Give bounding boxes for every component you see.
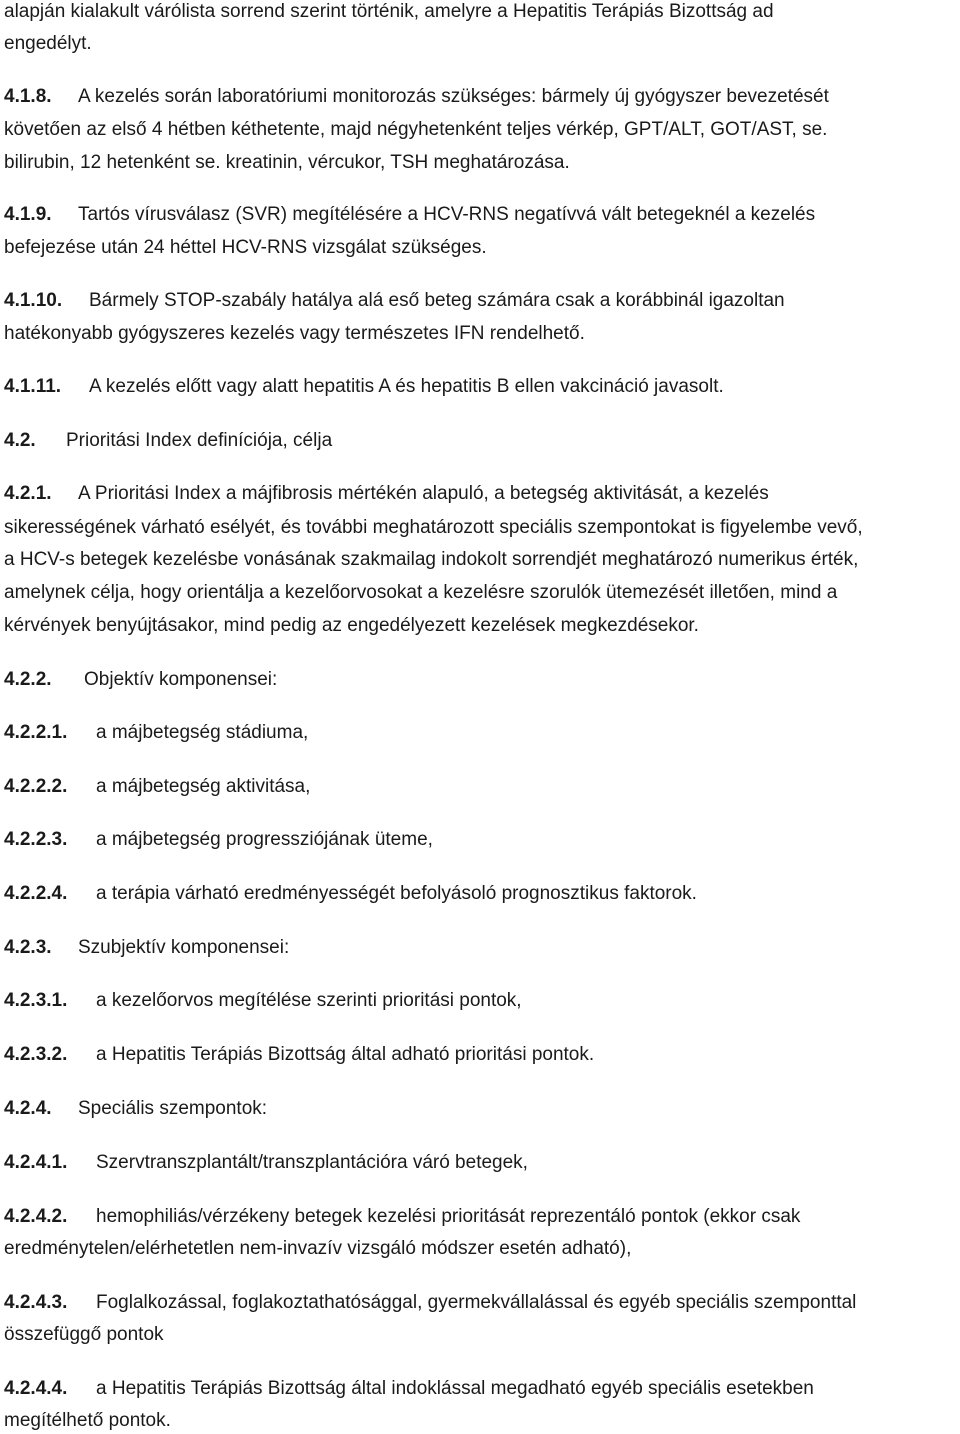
heading-4-2-3: 4.2.3. Szubjektív komponensei: bbox=[4, 937, 290, 958]
list-item: 4.2.3.1. a kezelőorvos megítélése szerinti prioritási pontok, bbox=[4, 990, 522, 1011]
list-item: 4.2.3.2. a Hepatitis Terápiás Bizottság által adható prioritási pontok. bbox=[4, 1044, 595, 1065]
text-line: befejezése után 24 héttel HCV-RNS vizsgálat szükséges. bbox=[4, 237, 487, 258]
section-number: 4.2.2. bbox=[4, 669, 52, 690]
section-number: 4.2.4.1. bbox=[4, 1152, 68, 1173]
text-line: engedélyt. bbox=[4, 33, 92, 54]
text-line: sikerességének várható esélyét, és további meghatározott speciális szempontokat is figyelembe vevő, bbox=[4, 517, 863, 538]
section-number: 4.2.2.2. bbox=[4, 776, 68, 797]
section-number: 4.1.9. bbox=[4, 204, 52, 225]
section-number: 4.2.4.4. bbox=[4, 1378, 68, 1399]
list-item: 4.2.4.3. Foglalkozással, foglakoztathatósággal, gyermekvállalással és egyéb speciális szemponttal bbox=[4, 1292, 857, 1313]
list-item: 4.2.2.1. a májbetegség stádiuma, bbox=[4, 722, 309, 743]
heading-4-2-2: 4.2.2. Objektív komponensei: bbox=[4, 669, 278, 690]
heading-4-2-4: 4.2.4. Speciális szempontok: bbox=[4, 1098, 268, 1119]
paragraph-4-2-1: 4.2.1. A Prioritási Index a májfibrosis mértékén alapuló, a betegség aktivitását, a kezelés bbox=[4, 483, 769, 504]
paragraph-4-1-9: 4.1.9. Tartós vírusválasz (SVR) megítélésére a HCV-RNS negatívvá vált betegeknél a kezelés bbox=[4, 204, 816, 225]
text-line: hatékonyabb gyógyszeres kezelés vagy természetes IFN rendelhető. bbox=[4, 323, 585, 344]
section-number: 4.2.3. bbox=[4, 937, 52, 958]
list-item: 4.2.4.1. Szervtranszplantált/transzplantációra váró betegek, bbox=[4, 1152, 528, 1173]
text-line: amelynek célja, hogy orientálja a kezelőorvosokat a kezelésre szorulók ütemezését illetően, mind a bbox=[4, 582, 838, 603]
section-number: 4.2.4. bbox=[4, 1098, 52, 1119]
section-number: 4.2.4.2. bbox=[4, 1206, 68, 1227]
section-number: 4.1.10. bbox=[4, 290, 63, 311]
section-number: 4.2.4.3. bbox=[4, 1292, 68, 1313]
text-line: összefüggő pontok bbox=[4, 1324, 164, 1345]
list-item: 4.2.2.3. a májbetegség progressziójának üteme, bbox=[4, 829, 433, 850]
list-item: 4.2.2.2. a májbetegség aktivitása, bbox=[4, 776, 311, 797]
section-number: 4.2.3.1. bbox=[4, 990, 68, 1011]
paragraph-4-1-10: 4.1.10. Bármely STOP-szabály hatálya alá eső beteg számára csak a korábbinál igazoltan bbox=[4, 290, 785, 311]
section-number: 4.2. bbox=[4, 430, 36, 451]
text-line: megítélhető pontok. bbox=[4, 1410, 171, 1431]
text-line: kérvények benyújtásakor, mind pedig az engedélyezett kezelések megkezdésekor. bbox=[4, 615, 699, 636]
section-number: 4.2.2.4. bbox=[4, 883, 68, 904]
text-line: bilirubin, 12 hetenként se. kreatinin, vércukor, TSH meghatározása. bbox=[4, 152, 570, 173]
section-number: 4.2.2.1. bbox=[4, 722, 68, 743]
text-line: eredménytelen/elérhetetlen nem-invazív vizsgáló módszer esetén adható), bbox=[4, 1238, 632, 1259]
list-item: 4.2.4.4. a Hepatitis Terápiás Bizottság által indoklással megadható egyéb speciális esetekben bbox=[4, 1378, 814, 1399]
paragraph-4-1-11: 4.1.11. A kezelés előtt vagy alatt hepatitis A és hepatitis B ellen vakcináció javasolt. bbox=[4, 376, 724, 397]
heading-4-2: 4.2. Prioritási Index definíciója, célja bbox=[4, 430, 333, 451]
text-line: a HCV-s betegek kezelésbe vonásának szakmailag indokolt sorrendjét meghatározó numerikus érték, bbox=[4, 549, 859, 570]
section-number: 4.2.1. bbox=[4, 483, 52, 504]
section-number: 4.2.3.2. bbox=[4, 1044, 68, 1065]
section-number: 4.2.2.3. bbox=[4, 829, 68, 850]
paragraph-4-1-8: 4.1.8. A kezelés során laboratóriumi monitorozás szükséges: bármely új gyógyszer bevezetését bbox=[4, 86, 829, 107]
text-line: követően az első 4 hétben kéthetente, majd négyhetenként teljes vérkép, GPT/ALT, GOT/AST, se. bbox=[4, 119, 828, 140]
text-line: alapján kialakult várólista sorrend szerint történik, amelyre a Hepatitis Terápiás Bizottság ad bbox=[4, 1, 774, 22]
section-number: 4.1.8. bbox=[4, 86, 52, 107]
list-item: 4.2.2.4. a terápia várható eredményességét befolyásoló prognosztikus faktorok. bbox=[4, 883, 697, 904]
list-item: 4.2.4.2. hemophiliás/vérzékeny betegek kezelési prioritását reprezentáló pontok (ekkor csak bbox=[4, 1206, 801, 1227]
section-number: 4.1.11. bbox=[4, 376, 62, 397]
